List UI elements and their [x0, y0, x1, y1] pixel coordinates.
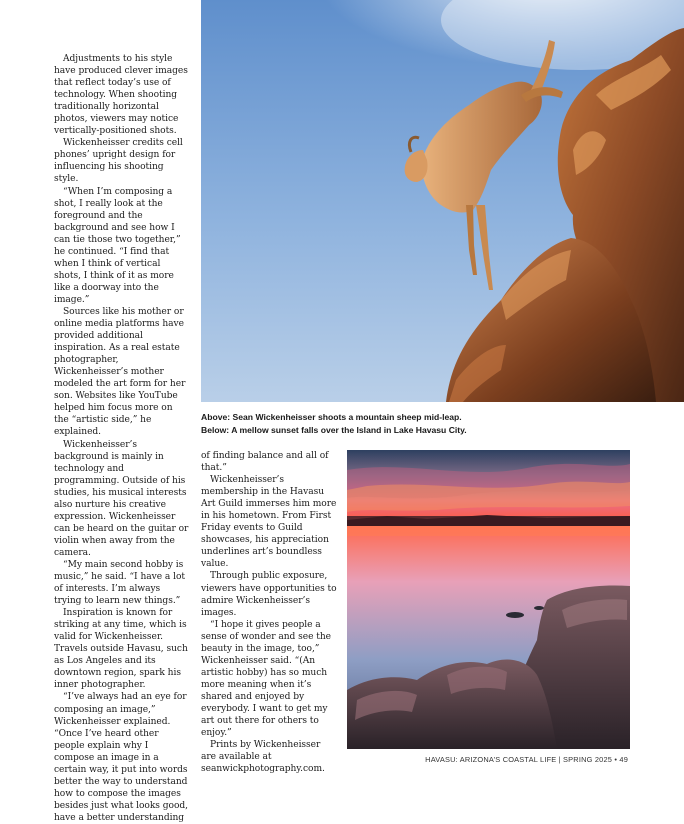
mountain-sheep-photo	[201, 0, 684, 402]
photo-captions	[201, 411, 671, 436]
paragraph: Sources like his mother or online media platforms have provided additional inspiration. As a real estate photographer, Wickenheisser’s mother modeled the art form for her son. Websites like YouTube helped him focus more on the “artistic side,” he explained.	[54, 306, 186, 438]
paragraph: Adjustments to his style have produced clever images that reflect today’s use of technology. When shooting traditionally horizontal photos, viewers may notice vertically-positioned shots.	[54, 54, 188, 137]
caption-below: Below: A mellow sunset falls over the Island in Lake Havasu City.	[201, 424, 467, 435]
page-folio: HAVASU: ARIZONA’S COASTAL LIFE | SPRING 2025 • 49	[425, 755, 628, 764]
paragraph: “I’ve always had an eye for composing an image,” Wickenheisser explained. “Once I’ve heard other people explain why I compose an image in a certain way, it put into words better the way to understand how to compose the images besides just what looks good, have a better understanding	[54, 692, 188, 823]
article-left-column	[54, 53, 190, 824]
paragraph: Wickenheisser’s membership in the Havasu Art Guild immerses him more in his hometown. From First Friday events to Guild showcases, his appreciation underlines art’s boundless value.	[201, 475, 337, 570]
paragraph: “When I’m composing a shot, I really look at the foreground and the background and see how I can tie those two together,” he continued. “I find that when I think of vertical shots, I think of it as more like a doorway into the image.”	[54, 186, 181, 305]
lake-sunset-photo	[347, 450, 630, 749]
paragraph: “My main second hobby is music,” he said. “I have a lot of interests. I’m always trying to learn new things.”	[54, 559, 185, 607]
article-middle-column	[201, 450, 337, 775]
paragraph: “I hope it gives people a sense of wonder and see the beauty in the image, too,” Wickenheisser said. “(An artistic hobby) has so much more meaning when it’s shared and enjoyed by everybody. I want to get my art out there for others to enjoy.”	[201, 619, 331, 739]
paragraph: Prints by Wickenheisser are available at seanwickphotography.com.	[201, 740, 325, 775]
paragraph: Inspiration is known for striking at any time, which is valid for Wickenheisser. Travels outside Havasu, such as Los Angeles and its downtown region, spark his inner photographer.	[54, 608, 188, 691]
paragraph: Wickenheisser credits cell phones’ upright design for influencing his shooting style.	[54, 138, 183, 185]
paragraph: Through public exposure, viewers have opportunities to admire Wickenheisser’s images.	[201, 571, 337, 618]
paragraph: Wickenheisser’s background is mainly in technology and programming. Outside of his studies, his musical interests also nurture his creative expression. Wickenheisser can be heard on the guitar or violin when away from the camera.	[54, 439, 189, 558]
caption-above: Above: Sean Wickenheisser shoots a mountain sheep mid-leap.	[201, 412, 462, 422]
paragraph: of finding balance and all of that.”	[201, 451, 329, 474]
